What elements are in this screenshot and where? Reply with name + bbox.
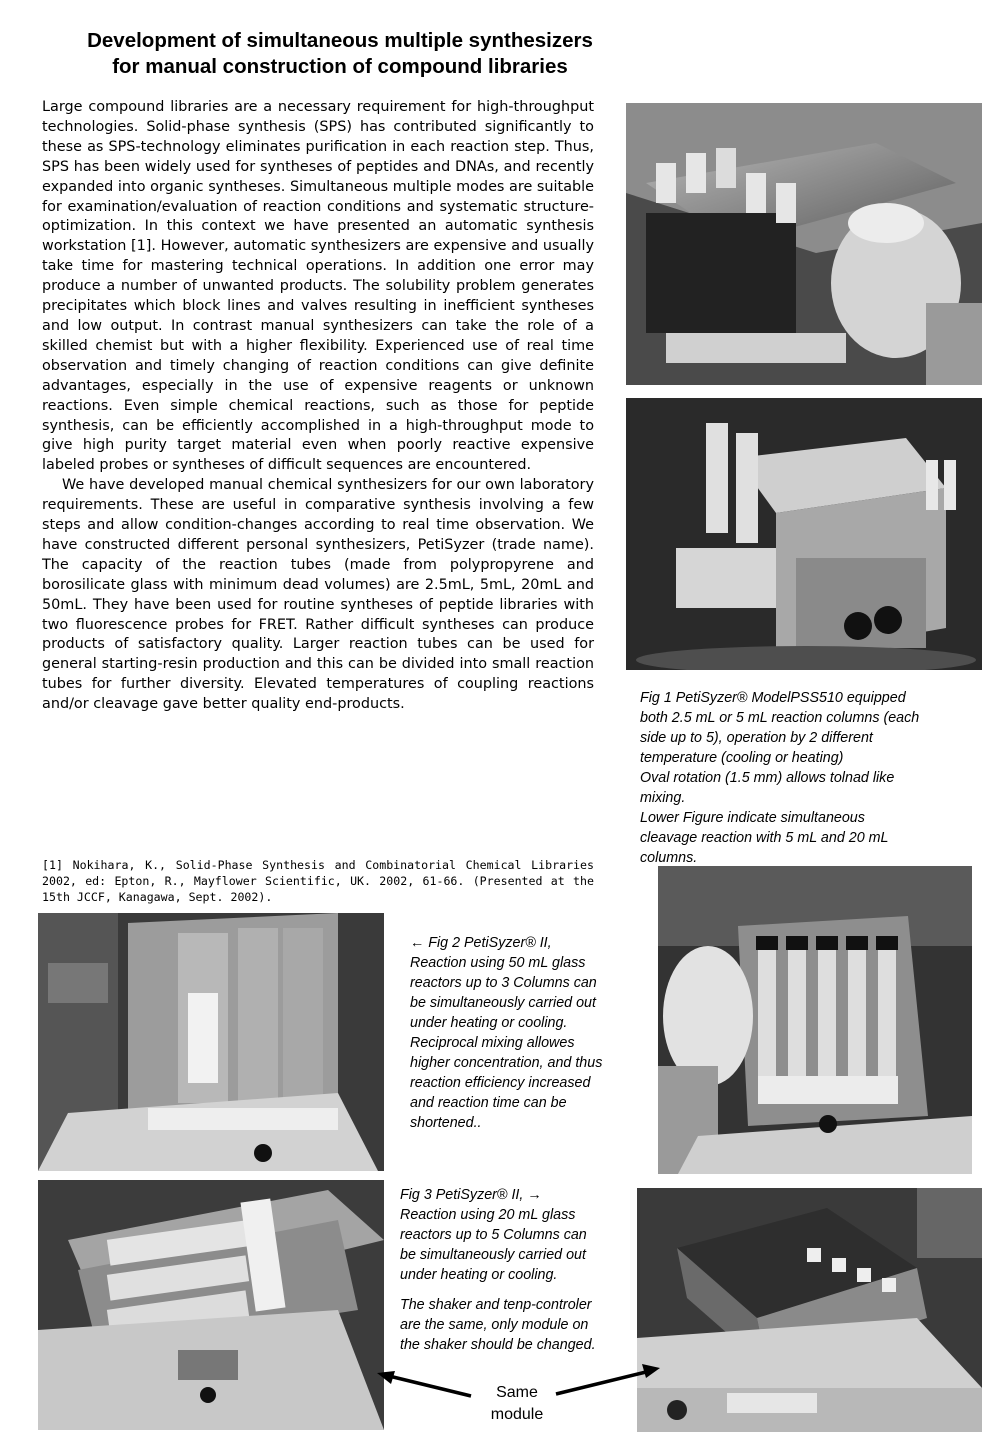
- body-text: [42, 98, 594, 715]
- arrow-right-icon: [552, 1362, 662, 1398]
- fig3-caption-line: Fig 3 PetiSyzer® II, →: [400, 1187, 542, 1203]
- fig2-caption-line: ← Fig 2 PetiSyzer® II,: [410, 935, 552, 951]
- photo-module-left: [38, 1180, 384, 1430]
- fig2-caption-line: higher concentration, and thus: [410, 1055, 603, 1071]
- fig2-caption-line: reaction efficiency increased: [410, 1075, 591, 1091]
- fig3-caption-line: under heating or cooling.: [400, 1267, 558, 1283]
- fig1-caption-line: temperature (cooling or heating): [640, 750, 844, 766]
- same-module-line-2: module: [490, 1406, 544, 1423]
- photo-module-right: [637, 1188, 982, 1432]
- fig2-caption-line: Reaction using 50 mL glass: [410, 955, 586, 971]
- fig1-caption-line: cleavage reaction with 5 mL and 20 mL: [640, 830, 889, 846]
- fig1-caption-line: columns.: [640, 850, 698, 866]
- fig3-caption-line: the shaker should be changed.: [400, 1337, 596, 1353]
- fig1-caption-line: side up to 5), operation by 2 different: [640, 730, 873, 746]
- fig1-caption-line: Fig 1 PetiSyzer® ModelPSS510 equipped: [640, 690, 906, 706]
- title-line-2: for manual construction of compound libraries: [112, 55, 568, 78]
- arrow-left-icon: [375, 1368, 475, 1400]
- photo-fig1-upper: [626, 103, 982, 385]
- reference: [1] Nokihara, K., Solid-Phase Synthesis and Combinatorial Chemical Libraries 2002, ed: Epton, R., Mayflower Scientific, UK. 2002, 61-66. (Presented at the 15th JCCF, Kanagawa, Sept. 2002).: [42, 858, 594, 904]
- paragraph-2: We have developed manual chemical synthesizers for our own laboratory requirements. These are useful in comparative synthesis involving a few steps and allow condition-changes according to real time observation. We have constructed different personal synthesizers, PetiSyzer (trade name). The capacity of the reaction tubes (made from polypropyrene and borosilicate glass with minimum dead volumes) are 2.5mL, 5mL, 20mL and 50mL. They have been used for routine syntheses of peptide libraries with two fluorescence probes for FRET. Rather difficult syntheses can produce products of satisfactory quality. Larger reaction tubes can be used for general starting-resin production and this can be divided into small reaction tubes for further diversity. Elevated temperatures of coupling reactions and/or cleavage gave better quality end-products.: [42, 477, 594, 713]
- same-module-label: [482, 1382, 552, 1426]
- fig2-caption-line: under heating or cooling.: [410, 1015, 568, 1031]
- same-module-line-1: Same: [496, 1384, 538, 1401]
- fig1-caption-line: both 2.5 mL or 5 mL reaction columns (each: [640, 710, 920, 726]
- photo-fig3-columns: [658, 866, 972, 1174]
- fig2-caption-line: shortened..: [410, 1115, 482, 1131]
- fig2-caption-line: be simultaneously carried out: [410, 995, 596, 1011]
- fig1-caption-line: Lower Figure indicate simultaneous: [640, 810, 865, 826]
- fig3-caption-line: Reaction using 20 mL glass: [400, 1207, 576, 1223]
- photo-fig2: [38, 913, 384, 1171]
- fig3-caption-line: be simultaneously carried out: [400, 1247, 586, 1263]
- title-line-1: Development of simultaneous multiple synthesizers: [87, 29, 593, 52]
- fig1-caption-line: Oval rotation (1.5 mm) allows tolnad like: [640, 770, 895, 786]
- photo-fig1-lower: [626, 398, 982, 670]
- fig3-caption: [400, 1185, 640, 1355]
- fig2-caption-line: Reciprocal mixing allowes: [410, 1035, 575, 1051]
- page-title: [40, 28, 640, 80]
- fig2-caption-line: reactors up to 3 Columns can: [410, 975, 597, 991]
- fig3-caption-line: are the same, only module on: [400, 1317, 589, 1333]
- fig3-caption-line: reactors up to 5 Columns can: [400, 1227, 587, 1243]
- paragraph-1: Large compound libraries are a necessary requirement for high-throughput technologies. Solid-phase synthesis (SPS) has contributed significantly to these as SPS-technology eliminates purification in each reaction step. Thus, SPS has been widely used for syntheses of peptides and DNAs, and recently expanded into organic syntheses. Simultaneous multiple modes are suitable for examination/evaluation of reaction conditions and systematic structure-optimization. In this context we have presented an automatic synthesis workstation [1]. However, automatic synthesizers are expensive and usually take time for mastering technical operations. In addition one error may produce a number of unwanted products. The solubility problem generates precipitates which block lines and valves resulting in inefficient syntheses and low output. In contrast manual synthesizers can take the role of a skilled chemist but with a higher flexibility. Experienced use of real time observation and timely changing of reaction conditions can give definite advantages, especially in the use of expensive reagents or unknown reactions. Even simple chemical reactions, such as those for peptide synthesis, can be efficiently accomplished in a high-throughput mode to give high purity target material even when poorly reactive expensive labeled probes or syntheses of difficult sequences are encountered.: [42, 99, 594, 474]
- fig2-caption-line: and reaction time can be: [410, 1095, 567, 1111]
- fig1-caption: [640, 688, 980, 868]
- fig3-caption-line: The shaker and tenp-controler: [400, 1297, 592, 1313]
- fig1-caption-line: mixing.: [640, 790, 686, 806]
- fig2-caption: [410, 933, 650, 1133]
